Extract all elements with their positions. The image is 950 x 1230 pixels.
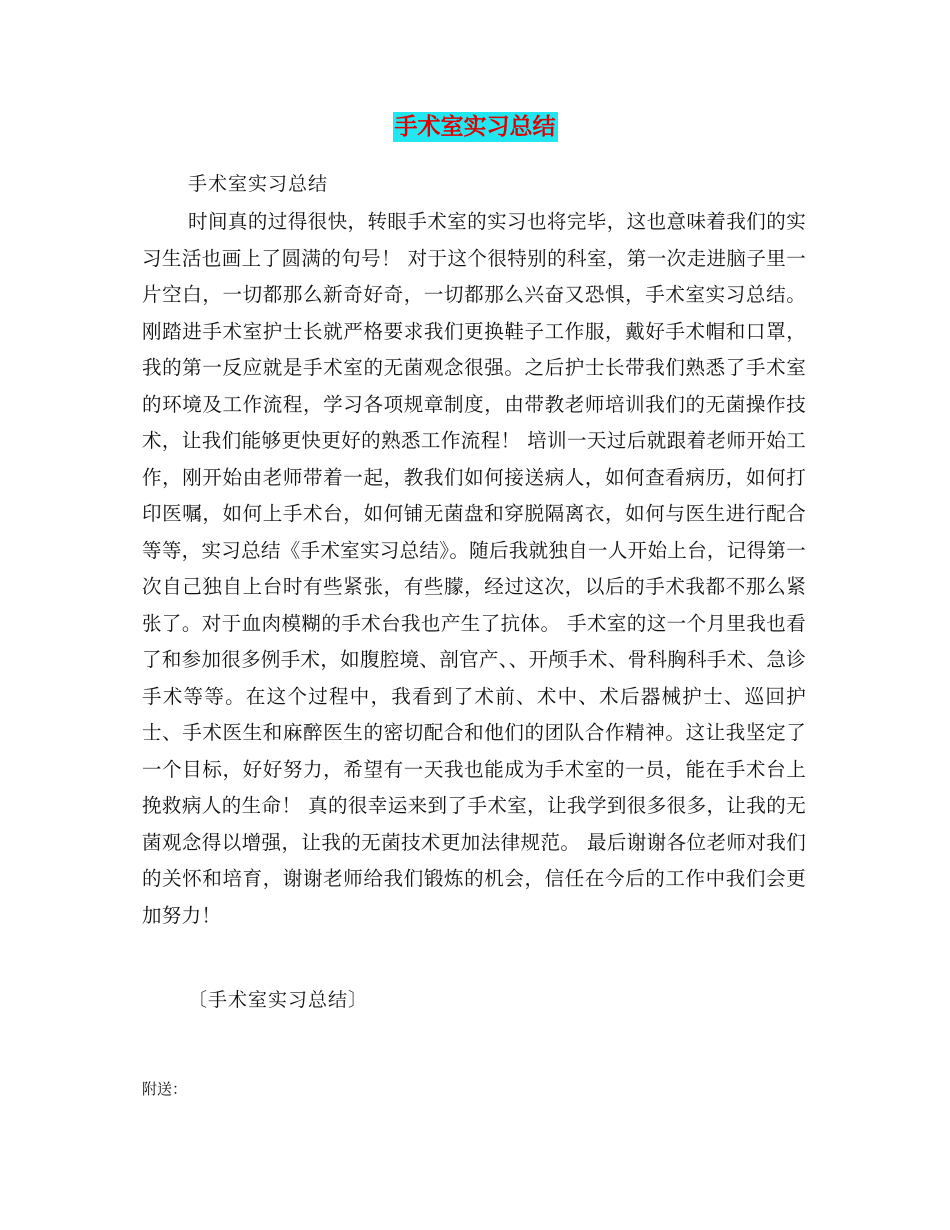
title-container <box>0 112 950 142</box>
closing-line: 〔手术室实习总结〕 <box>188 989 369 1011</box>
body-paragraph: 时间真的过得很快，转眼手术室的实习也将完毕，这也意味着我们的实习生活也画上了圆满的句号！ 对于这个很特别的科室，第一次走进脑子里一片空白，一切都那么新奇好奇，一切都那么兴奋又恐惧，手术室实习总结。刚踏进手术室护士长就严格要求我们更换鞋子工作服，戴好手术帽和口罩，我的第一反应就是手术室的无菌观念很强。之后护士长带我们熟悉了手术室的环境及工作流程，学习各项规章制度，由带教老师培训我们的无菌操作技术，让我们能够更快更好的熟悉工作流程！ 培训一天过后就跟着老师开始工作，刚开始由老师带着一起，教我们如何接送病人，如何查看病历，如何打印医嘱，如何上手术台，如何铺无菌盘和穿脱隔离衣，如何与医生进行配合等等，实习总结《手术室实习总结》。随后我就独自一人开始上台，记得第一次自己独自上台时有些紧张，有些朦，经过这次，以后的手术我都不那么紧张了。对于血肉模糊的手术台我也产生了抗体。 手术室的这一个月里我也看了和参加很多例手术，如腹腔境、剖官产、、开颅手术、骨科胸科手术、急诊手术等等。在这个过程中，我看到了术前、术中、术后器械护士、巡回护士、手术医生和麻醉医生的密切配合和他们的团队合作精神。这让我坚定了一个目标，好好努力，希望有一天我也能成为手术室的一员，能在手术台上挽救病人的生命！ 真的很幸运来到了手术室，让我学到很多很多，让我的无菌观念得以增强，让我的无菌技术更加法律规范。 最后谢谢各位老师对我们的关怀和培育，谢谢老师给我们锻炼的机会，信任在今后的工作中我们会更加努力！ <box>142 210 806 927</box>
document-subtitle: 手术室实习总结 <box>188 173 329 195</box>
attachment-label: 附送： <box>142 1080 188 1098</box>
document-title: 手术室实习总结 <box>394 114 556 140</box>
